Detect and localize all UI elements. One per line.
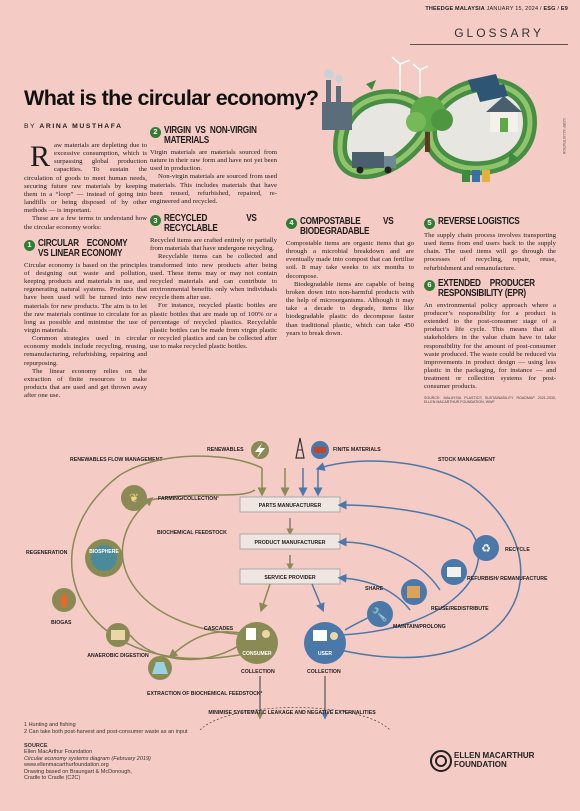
farming-label: FARMING/COLLECTION¹: [158, 496, 219, 502]
section-3-paragraph: For instance, recycled plastic bottles are plastic bottles that are made up of 100% or a percentage of recycled plastics. Recyclable plastic bottles can be made from virgin plastic or recycled plastics and can be collected after use to make recycled plastic bottles.: [150, 302, 277, 351]
barcode-icon: [246, 628, 256, 640]
consumer-label: CONSUMER: [242, 651, 272, 657]
cycle-arrow-icon: [366, 80, 376, 90]
product-manufacturer-label: PRODUCT MANUFACTURER: [254, 540, 326, 546]
section-number-badge: 4: [286, 218, 297, 229]
author-name: ARINA MUSTHAFA: [39, 123, 123, 130]
collection-right-label: COLLECTION: [307, 669, 341, 675]
collection-left-label: COLLECTION: [241, 669, 275, 675]
source-line: www.ellenmacarthurfoundation.org: [24, 762, 109, 769]
source-line: Ellen MacArthur Foundation: [24, 749, 93, 756]
byline-prefix: BY: [24, 123, 36, 130]
mining-cart-icon: [314, 447, 326, 453]
section-title: EXTENDED PRODUCER RESPONSIBILITY (EPR): [438, 277, 535, 299]
user-icon: [304, 622, 346, 664]
regeneration-label: REGENERATION: [26, 550, 68, 556]
biogas-label: BIOGAS: [51, 620, 72, 626]
column-1: [24, 142, 147, 400]
factory-icon: [322, 69, 352, 130]
section-number-badge: 5: [424, 218, 435, 229]
column-2: [150, 121, 277, 351]
section-1-paragraph: The linear economy relies on the extraction of finite resources to make products that are used and get thrown away after one use.: [24, 367, 147, 400]
section-title: VIRGIN VS NON-VIRGIN MATERIALS: [164, 125, 257, 146]
section-number-badge: 6: [424, 280, 435, 291]
section-source-note: SOURCE: MALAYSIA PLASTICS SUSTAINABILITY ROADMAP 2021-2030, ELLEN MACARTHUR FOUNDATION, WWF: [424, 395, 556, 404]
renewables-label: RENEWABLES: [207, 447, 244, 453]
section-5-heading: [424, 217, 556, 229]
user-label: USER: [318, 651, 332, 657]
glossary-label: GLOSSARY: [454, 26, 544, 40]
svg-text:♻: ♻: [481, 543, 491, 555]
section-3-paragraph: Recyclable items can be collected and transformed into new products after being used. These items may or may not contain recycled materials and can contribute to environmental benefits only when individuals recycle them after use.: [150, 253, 277, 302]
section-title: COMPOSTABLE VS BIODEGRADABLE: [300, 216, 394, 237]
section-3-heading: [150, 214, 277, 234]
recycle-bin-icon: [462, 170, 490, 182]
section-2-paragraph: Non-virgin materials are sourced from used materials. This includes materials that have been reused, refurbished, repaired, re-engineered and recycled.: [150, 173, 277, 205]
biosphere-label: BIOSPHERE: [89, 549, 119, 555]
service-provider-label: SERVICE PROVIDER: [264, 575, 316, 581]
section-1-heading: [24, 239, 147, 259]
section-title: RECYCLED VS RECYCLABLE: [164, 213, 257, 235]
section-number-badge: 1: [24, 240, 35, 251]
footnote: 2 Can take both post-harvest and post-consumer waste as an input: [24, 728, 188, 735]
footnote: 1 Hunting and fishing: [24, 722, 76, 728]
intro-paragraph: Raw materials are depleting due to excessive consumption, which is surpassing global production capacities. To sustain the circulation of goods to meet human needs, securing future raw materials by keeping them in a “loop” — instead of going into landfills or being disposed of by other methods — is important.: [24, 140, 147, 215]
section-1-paragraph: Common strategies used in circular economy models include recycling, reusing, remanufacturing, refurbishing, repairing and repurposing.: [24, 335, 147, 367]
section-number-badge: 3: [150, 215, 161, 226]
section-number-badge: 2: [150, 127, 161, 138]
svg-text:❦: ❦: [128, 491, 140, 505]
parts-manufacturer-label: PARTS MANUFACTURER: [258, 503, 322, 509]
consumer-icon: [236, 622, 278, 664]
source-line: Cradle to Cradle (C2C): [24, 775, 81, 782]
monitor-icon: [313, 630, 327, 641]
section-3-paragraph: Recycled items are crafted entirely or partially from materials that have undergone recycling.: [150, 237, 277, 253]
biochemical-feedstock-label: BIOCHEMICAL FEEDSTOCK: [157, 530, 227, 536]
anaerobic-digestion-label: ANAEROBIC DIGESTION: [87, 653, 149, 659]
wind-turbine-icon: [392, 57, 428, 94]
source-line: Drawing based on Braungart & McDonough,: [24, 768, 132, 775]
header-line: THEEDGE MALAYSIA JANUARY 15, 2024 / ESG / E9: [425, 6, 568, 12]
minimise-label: MINIMISE SYSTEMATIC LEAKAGE AND NEGATIVE EXTERNALITIES: [208, 710, 376, 716]
refurbish-label: REFURBISH/ REMANUFACTURE: [467, 576, 548, 582]
section-2-paragraph: Virgin materials are materials sourced from nature in their raw form and have not yet been used in production.: [150, 149, 277, 173]
source-label: SOURCE: [24, 743, 48, 749]
section-6-heading: [424, 279, 556, 299]
issue-date: JANUARY 15, 2024: [486, 6, 539, 12]
cascades-label: CASCADES: [204, 626, 234, 632]
section-title: REVERSE LOGISTICS: [438, 216, 520, 227]
section-title: CIRCULAR ECONOMY VS LINEAR ECONOMY: [38, 237, 128, 259]
footnotes: [24, 722, 188, 735]
finite-materials-label: FINITE MATERIALS: [333, 447, 381, 453]
oil-derrick-icon: [296, 438, 304, 458]
section-name: ESG: [543, 6, 556, 12]
renewables-flow-label: RENEWABLES FLOW MANAGEMENT: [70, 457, 163, 463]
section-4-paragraph: Biodegradable items are capable of being broken down into non-harmful products with the help of microorganisms. Although it may take a decade to degrade, items like biodegradable plastic do decompose faster than traditional plastic, which can take 450 years to break down.: [286, 280, 414, 337]
section-2-heading: [150, 126, 277, 146]
section-4-heading: [286, 217, 414, 237]
section-4-paragraph: Compostable items are organic items that go through a microbial breakdown and are eventually made into compost that can fertilise soil. It may take weeks to six months to decompose.: [286, 240, 414, 280]
hero-illustration: [300, 52, 562, 202]
hero-credit: 123RF ILLUSTRATION: [562, 118, 566, 155]
source-line: Circular economy systems diagram (February 2019): [24, 755, 151, 762]
page-number: E9: [560, 6, 568, 12]
page-title: What is the circular economy?: [24, 86, 319, 110]
maintain-label: MAINTAIN/PROLONG: [393, 624, 446, 630]
drop-cap: R: [30, 140, 51, 173]
recycle-label: RECYCLE: [505, 547, 530, 553]
intro-paragraph-2: These are a few terms to understand how the circular economy works:: [24, 215, 147, 231]
column-3: [286, 212, 414, 338]
publication: THEEDGE MALAYSIA: [425, 6, 485, 12]
emf-logo-text: ELLEN MACARTHUR FOUNDATION: [454, 751, 535, 769]
wrench-icon: 🔧: [371, 607, 389, 622]
extraction-label: EXTRACTION OF BIOCHEMICAL FEEDSTOCK²: [147, 691, 263, 697]
column-4: [424, 212, 556, 404]
byline: [24, 123, 123, 130]
factory-small-icon: [447, 567, 461, 577]
section-6-paragraph: An environmental policy approach where a producer’s responsibility for a product is extended to the post-consumer stage of a product’s life cycle. This means that all stakeholders in the value chain have to take responsibility for the amount of post-consumer waste produced. The waste could be reduced via improvements in product design — using less plastic in the packaging, for instance — and treatment or collection systems for post-consumer products.: [424, 301, 556, 391]
section-1-paragraph: Circular economy is based on the principles of designing out waste and pollution, keeping products and materials in use, and regenerating natural systems. Products that have been used will be turned into new materials for new products. The aim is to let the raw materials continue to circulate for as long as possible and minimise the use of virgin materials.: [24, 261, 147, 334]
share-label: SHARE: [365, 586, 384, 592]
section-5-paragraph: The supply chain process involves transporting used items from end users back to the supply chain. The used items will go through the processes of recycling, repair, reuse, refurbishment and remanufacture.: [424, 232, 556, 272]
circular-economy-diagram: [0, 430, 580, 730]
stock-management-label: STOCK MANAGEMENT: [438, 457, 496, 463]
box-icon: [407, 586, 420, 598]
reuse-label: REUSE/REDISTRIBUTE: [431, 606, 489, 612]
source-block: [24, 743, 151, 781]
header-divider: [410, 44, 568, 45]
emf-logo-icon: [430, 750, 452, 772]
